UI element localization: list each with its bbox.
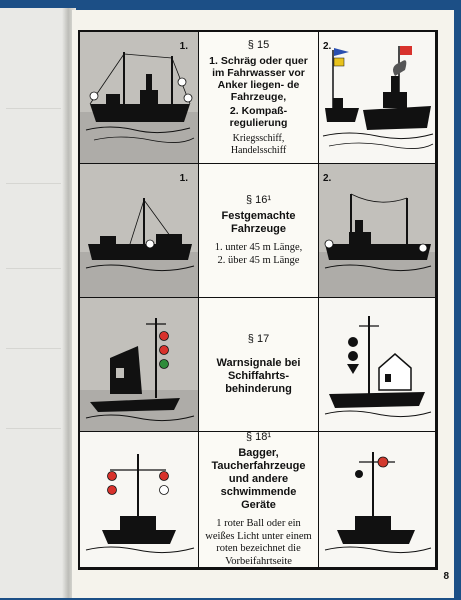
illustration-compass-flags xyxy=(319,32,436,164)
light-red-right xyxy=(160,472,169,481)
moored-long-ship-illustration xyxy=(319,164,436,298)
illustration-dredger-lights xyxy=(80,432,199,568)
flag-yellow xyxy=(334,58,344,66)
facing-page xyxy=(0,8,68,598)
ball-red xyxy=(378,457,388,467)
page-number: 8 xyxy=(443,571,449,582)
illustration-anchored-ship-lights xyxy=(80,32,199,164)
text-section-15 xyxy=(199,32,319,164)
dredger-ball-illustration xyxy=(319,432,436,568)
section-number: § 18¹ xyxy=(245,432,272,443)
text-section-17 xyxy=(199,298,319,432)
figure-number: 2. xyxy=(323,41,332,52)
light-green xyxy=(160,360,169,369)
figure-number: 1. xyxy=(179,41,188,52)
section-heading: Warnsignale bei Schiffahrts- behinderung xyxy=(216,357,301,395)
light-white-right xyxy=(160,486,169,495)
ball-middle xyxy=(348,351,358,361)
item-1 xyxy=(203,55,314,103)
item-2 xyxy=(203,105,314,129)
text-section-18 xyxy=(199,432,319,568)
figure-number: 2. xyxy=(323,173,332,184)
ball-black xyxy=(355,470,363,478)
moored-ship-illustration xyxy=(80,164,199,298)
item-text: Schräg oder quer im Fahrwasser vor Anker liegen- de Fahrzeuge, xyxy=(212,54,308,103)
light-red-left-lower xyxy=(108,486,117,495)
note-line-1: Kriegsschiff, xyxy=(232,132,285,144)
flag-red xyxy=(400,46,412,55)
section-heading: Festgemachte Fahrzeuge xyxy=(221,210,296,235)
section-number: § 15 xyxy=(247,38,270,51)
light-red-left xyxy=(108,472,117,481)
section-number: § 17 xyxy=(247,333,270,345)
length-list-item-2: 2. über 45 m Länge xyxy=(217,254,300,266)
item-text: Kompaß- regulierung xyxy=(229,104,288,129)
light-red-middle xyxy=(160,346,169,355)
illustration-dredger-ball xyxy=(319,432,436,568)
length-list-item-1: 1. unter 45 m Länge, xyxy=(214,242,303,253)
text-section-16 xyxy=(199,164,319,298)
item-marker: 1. xyxy=(209,54,218,67)
illustration-moored-short-vessel xyxy=(80,164,199,298)
warning-lights-illustration xyxy=(80,298,199,432)
section-heading: Bagger, Taucherfahrzeuge und andere schwimmende Geräte xyxy=(211,447,306,511)
section-note: 1 roter Ball oder ein weißes Licht unter einem roten bezeichnet die Vorbeifahrtseite xyxy=(205,518,312,567)
ships-flags-illustration xyxy=(319,32,436,164)
ball-top xyxy=(348,337,358,347)
illustration-warning-balls xyxy=(319,298,436,432)
section-number: § 16¹ xyxy=(245,194,272,206)
warning-balls-illustration xyxy=(319,298,436,432)
illustration-warning-lights xyxy=(80,298,199,432)
illustration-moored-long-vessel xyxy=(319,164,436,298)
signal-table xyxy=(78,30,438,570)
figure-number: 1. xyxy=(179,173,188,184)
dredger-lights-illustration xyxy=(80,432,199,568)
light-red-top xyxy=(160,332,169,341)
item-marker: 2. xyxy=(229,104,239,117)
note-line-2: Handelsschiff xyxy=(230,144,287,156)
